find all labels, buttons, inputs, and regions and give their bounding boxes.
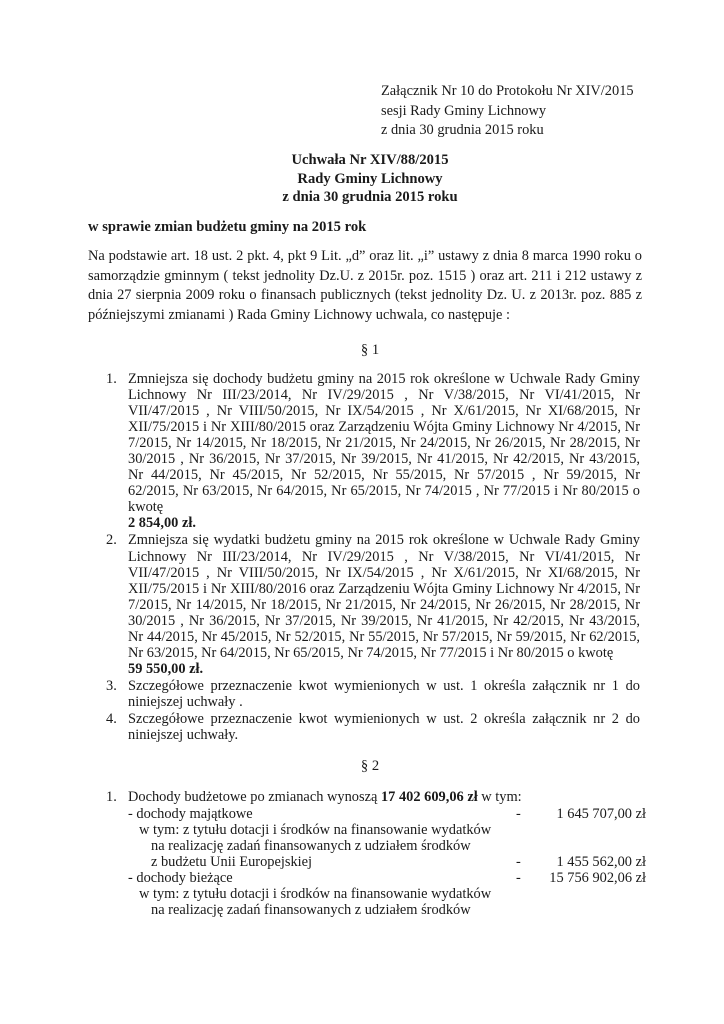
title-line-2: Rady Gminy Lichnowy: [297, 170, 443, 187]
row-value: 1 455 562,00 zł: [556, 854, 646, 870]
row-dash: -: [516, 854, 521, 870]
item-amount: 59 550,00 zł.: [128, 660, 204, 677]
resolution-subject: w sprawie zmian budżetu gminy na 2015 rok: [88, 219, 367, 235]
attachment-line-1: Załącznik Nr 10 do Protokołu Nr XIV/2015: [381, 83, 634, 99]
item-number: 3.: [106, 677, 117, 694]
item-number: 1.: [106, 789, 117, 805]
intro-suffix: w tym:: [477, 789, 522, 805]
row-dash: -: [516, 870, 521, 886]
section-2-income-list: [106, 789, 646, 918]
section-1-heading: § 1: [360, 342, 380, 358]
income-intro: [106, 789, 646, 806]
section-2-heading: § 2: [360, 758, 380, 774]
item-amount: 2 854,00 zł.: [128, 515, 196, 532]
list-item: [106, 678, 640, 710]
row-label: na realizację zadań finansowanych z udziałem środków: [151, 902, 471, 918]
row-label: w tym: z tytułu dotacji i środków na finansowanie wydatków: [139, 886, 492, 902]
total-income-amount: 17 402 609,06 zł: [380, 789, 478, 805]
item-number: 2.: [106, 532, 117, 549]
attachment-note: [381, 82, 634, 141]
income-row: [106, 854, 646, 870]
attachment-line-2: sesji Rady Gminy Lichnowy: [381, 102, 547, 119]
section-1-items: [106, 371, 640, 744]
preamble-paragraph: Na podstawie art. 18 ust. 2 pkt. 4, pkt 9 Lit. „d” oraz lit. „i” ustawy z dnia 8 marca 1990 roku o samorządzie gminnym ( tekst jednolity Dz.U. z 2015r. poz. 1515 ) oraz art. 211 i 212 ustawy z dnia 27 sierpnia 2009 roku o finansach publicznych (tekst jednolity Dz. U. z 2013r. poz. 885 z późniejszymi zmianami ) Rada Gminy Lichnowy uchwala, co następuje :: [88, 248, 642, 323]
list-item: [106, 371, 640, 531]
item-number: 1.: [106, 371, 117, 387]
item-text: Zmniejsza się dochody budżetu gminy na 2015 rok określone w Uchwale Rady Gminy Lichnowy Nr III/23/2014, Nr IV/29/2015 , Nr V/38/2015, Nr VI/41/2015, Nr VII/47/2015 , Nr VIII/50/2015, Nr IX/54/2015 , Nr X/61/2015, Nr XI/68/2015, Nr XII/75/2015 i Nr XIII/80/2015 oraz Zarządzeniu Wójta Gminy Lichnowy Nr 4/2015, Nr 7/2015, Nr 14/2015, Nr 18/2015, Nr 21/2015, Nr 24/2015, Nr 26/2015, Nr 28/2015, Nr 30/2015 , Nr 36/2015, Nr 37/2015, Nr 39/2015, Nr 41/2015, Nr 42/2015, Nr 43/2015, Nr 44/2015, Nr 45/2015, Nr 52/2015, Nr 55/2015, Nr 57/2015 , Nr 59/2015, Nr 62/2015, Nr 63/2015, Nr 64/2015, Nr 65/2015, Nr 74/2015 , Nr 77/2015 i Nr 80/2015 o kwotę: [128, 371, 640, 516]
income-intro-text: [128, 789, 522, 805]
item-text: Szczegółowe przeznaczenie kwot wymienionych w ust. 2 określa załącznik nr 2 do niniejszej uchwały.: [128, 710, 640, 744]
row-label: w tym: z tytułu dotacji i środków na finansowanie wydatków: [139, 822, 492, 838]
row-value: 15 756 902,06 zł: [549, 870, 646, 886]
intro-prefix: Dochody budżetowe po zmianach wynoszą: [128, 789, 381, 805]
income-row: [106, 870, 646, 886]
item-text: Zmniejsza się wydatki budżetu gminy na 2015 rok określone w Uchwale Rady Gminy Lichnowy Nr III/23/2014, Nr IV/29/2015 , Nr V/38/2015, Nr VI/41/2015, Nr VII/47/2015 , Nr VIII/50/2015, Nr IX/54/2015 , Nr X/61/2015, Nr XI/68/2015, Nr XII/75/2015 i Nr XIII/80/2016 oraz Zarządzeniu Wójta Gminy Lichnowy Nr 4/2015, Nr 7/2015, Nr 14/2015, Nr 18/2015, Nr 21/2015, Nr 24/2015, Nr 26/2015, Nr 28/2015, Nr 30/2015 , Nr 36/2015, Nr 37/2015, Nr 39/2015, Nr 41/2015, Nr 42/2015, Nr 43/2015, Nr 44/2015, Nr 45/2015, Nr 52/2015, Nr 55/2015, Nr 57/2015, Nr 59/2015, Nr 62/2015, Nr 63/2015, Nr 64/2015, Nr 65/2015, Nr 74/2015, Nr 77/2015 i Nr 80/2015 o kwotę: [128, 532, 640, 661]
row-label: na realizację zadań finansowanych z udziałem środków: [151, 838, 471, 854]
row-dash: -: [516, 806, 521, 822]
row-label: - dochody majątkowe: [128, 806, 253, 822]
title-line-3: z dnia 30 grudnia 2015 roku: [282, 189, 458, 205]
list-item: [106, 711, 640, 743]
row-label: z budżetu Unii Europejskiej: [151, 854, 313, 870]
list-item: [106, 532, 640, 676]
income-row: [106, 886, 646, 902]
row-value: 1 645 707,00 zł: [556, 806, 646, 822]
income-row: [106, 838, 646, 854]
title-line-1: Uchwała Nr XIV/88/2015: [291, 152, 449, 168]
resolution-title: [0, 151, 724, 207]
item-number: 4.: [106, 710, 117, 727]
income-row: [106, 806, 646, 822]
income-row: [106, 902, 646, 918]
income-row: [106, 822, 646, 838]
row-label: - dochody bieżące: [128, 870, 233, 886]
item-text: Szczegółowe przeznaczenie kwot wymienionych w ust. 1 określa załącznik nr 1 do niniejszej uchwały .: [128, 677, 640, 710]
attachment-line-3: z dnia 30 grudnia 2015 roku: [381, 122, 544, 138]
